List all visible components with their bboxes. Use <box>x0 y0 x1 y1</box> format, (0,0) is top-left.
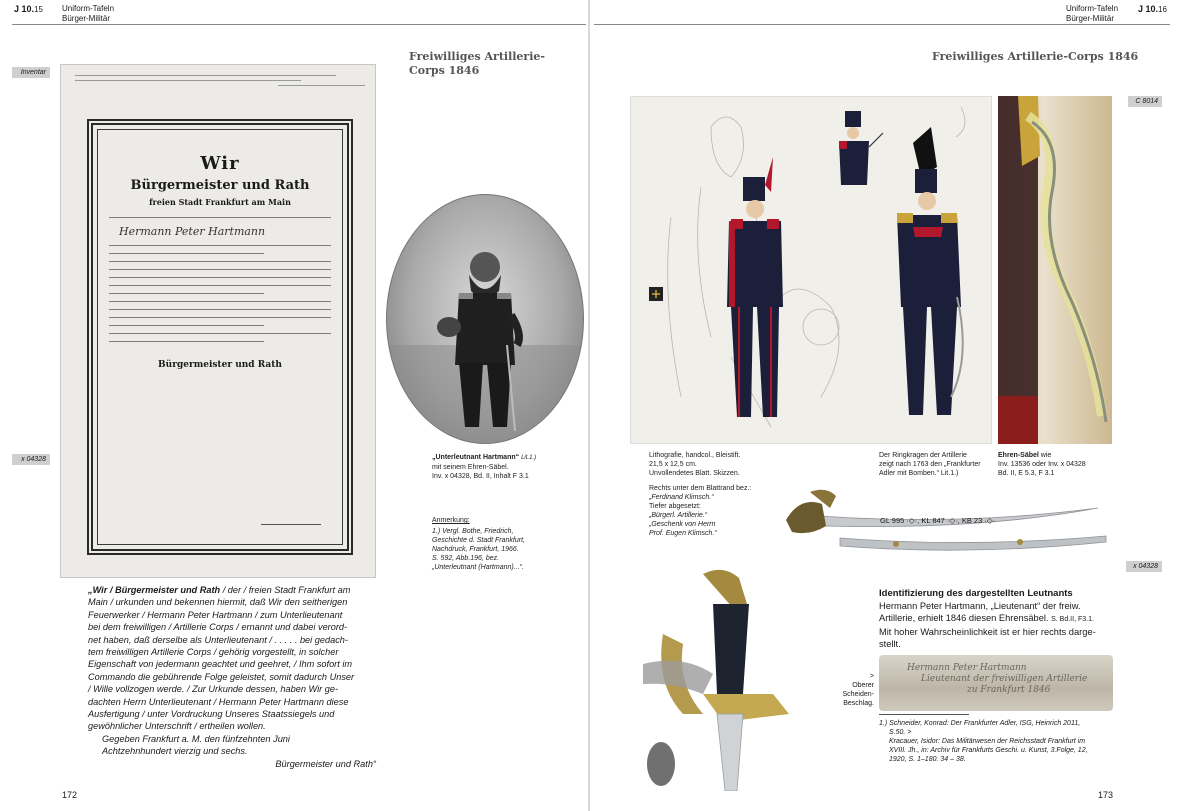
transcript-line: tem freiwilligen Artillerie Corps / gehörig vorgestellt, in solcher <box>88 647 339 658</box>
page-number-right: 173 <box>1098 790 1114 800</box>
caption-line: „Geschenk von Herrn <box>649 521 716 528</box>
identification-text <box>879 600 1141 650</box>
running-header-left <box>62 4 114 24</box>
transcript-line: Commando die gebührende Folge geleistet, somit dadurch Unser <box>88 671 355 682</box>
transcript-line: Gegeben Frankfurt a. M. den fünfzehnten Juni <box>102 733 290 744</box>
sabre-hilt-icon <box>643 564 793 791</box>
engraving-line: Lieutenant der freiwilligen Artillerie <box>921 674 1088 684</box>
certificate-transcript <box>88 584 384 770</box>
caption-line: mit seinem Ehren-Säbel. <box>432 464 509 471</box>
note-line: S. 592, Abb.196, bez. <box>432 555 500 562</box>
caption-line: Rechts unter dem Blattrand bez.: <box>649 485 752 492</box>
label-line: Beschlag. <box>843 700 874 707</box>
ident-line: Artillerie, erhielt 1846 diesen Ehrensäbel. <box>879 613 1049 623</box>
transcript-line: Main / urkunden und bekennen hiermit, daß Wir den seitherigen <box>88 597 348 608</box>
gl-kl-kb-label: GL 995 ·◇·, KL 847 ·◇·, KB 23 ·◇· <box>880 516 996 525</box>
sabel-caption <box>998 451 1118 478</box>
label-line: Oberer <box>852 682 874 689</box>
footnote-line: Kracauer, Isidor: Das Militärwesen der Reichsstadt Frankfurt im <box>889 738 1086 745</box>
certificate-signature: Bürgermeister und Rath <box>158 360 282 370</box>
caption-line: Lithografie, handcol., Bleistift. <box>649 452 741 459</box>
caption-line: Der Ringkragen der Artillerie <box>879 452 967 459</box>
transcript-line: / Wille vollzogen werde. / Zur Urkunde dessen, haben Wir ge- <box>88 684 339 695</box>
caption-line: zeigt nach 1763 den „Frankfurter <box>879 461 981 468</box>
note-line: „Unterleutnant (Hartmann)...“. <box>432 564 524 571</box>
footnote-line: 1920, S. 1–180. 34 – 38. <box>889 756 966 763</box>
portrait-caption <box>432 453 582 481</box>
running-header-right <box>1066 4 1118 24</box>
transcript-line: / der / freien Stadt Frankfurt am <box>220 585 351 595</box>
section-code-left: J 10.15 <box>14 4 43 14</box>
caption-line: Inv. 13536 oder Inv. x 04328 <box>998 461 1086 468</box>
caption-ref: Lit.1.) <box>521 455 537 461</box>
ident-ref: S. Bd.II, F3.1. <box>1051 616 1094 623</box>
inventory-tag: C 8014 <box>1128 96 1162 107</box>
inventory-tag: x 04328 <box>12 454 50 465</box>
lithograph-caption <box>649 451 809 478</box>
caption-line: Prof. Eugen Klimsch.“ <box>649 530 717 537</box>
transcript-line: bei dem freiwilligen / Artillerie Corps / ernannt und dabei verord- <box>88 622 348 633</box>
transcript-line: Achtzehnhundert vierzig und sechs. <box>102 746 248 757</box>
transcript-line: Feuerwerker / Hermann Peter Hartmann / zum Unterlieutenant <box>88 609 343 620</box>
page-number-left: 172 <box>62 790 78 800</box>
footnote-line: S.50. > <box>889 729 912 736</box>
note-line: Geschichte d. Stadt Frankfurt, <box>432 537 525 544</box>
transcript-signature: Bürgermeister und Rath“ <box>275 758 376 769</box>
caption-line: Bd. II, E 5.3, F 3.1 <box>998 470 1055 477</box>
transcript-line: dachten Herrn Unterlieutenant / Hermann Peter Hartmann diese <box>88 696 349 707</box>
uniform-figures-icon <box>631 97 992 444</box>
section-title-left <box>409 50 545 78</box>
caption-name: „Unterleutnant Hartmann“ <box>432 454 520 461</box>
anmerkung-label: Anmerkung: <box>432 517 470 524</box>
anmerkung-note <box>432 516 582 572</box>
certificate-image <box>60 64 376 578</box>
sabre-detail-icon <box>998 96 1112 444</box>
caption-bold: Ehren-Säbel <box>998 452 1039 459</box>
sabre-hilt-photo <box>643 564 793 791</box>
ident-line: Hermann Peter Hartmann, „Lieutenant“ der freiw. <box>879 601 1081 611</box>
transcript-line: Eigenschaft von jedermann geachtet und geehret, / Ihm sofort im <box>88 659 353 670</box>
certificate-subheading: freien Stadt Frankfurt am Main <box>149 197 291 207</box>
header-line: Uniform-Tafeln <box>62 4 115 13</box>
caption-line: Adler mit Bomben.“ Lit.1.) <box>879 470 959 477</box>
title-line: Freiwilliges Artillerie- <box>409 50 545 63</box>
gorget-image <box>998 96 1112 444</box>
engraving-text <box>907 663 1087 696</box>
footnote-rule <box>879 714 969 715</box>
gorget-caption <box>879 451 997 478</box>
caption-line: „Bürgerl. Artillerie.“ <box>649 512 708 519</box>
certificate-heading: Bürgermeister und Rath <box>130 178 310 193</box>
note-line: Nachdruck, Frankfurt, 1966. <box>432 546 519 553</box>
caption-line: Inv. x 04328, Bd. II, Inhalt F 3.1 <box>432 473 529 480</box>
caption-line: 21,5 x 12,5 cm. <box>649 461 697 468</box>
footnote-line: 1.) Schneider, Konrad: Der Frankfurter Adler, ISG, Heinrich 2011, <box>879 720 1081 727</box>
footnote <box>879 719 1141 764</box>
certificate-frame <box>87 119 353 555</box>
left-page <box>0 0 589 811</box>
header-line: Bürger-Militär <box>62 14 111 23</box>
header-rule <box>12 24 586 25</box>
transcript-line: Ausfertigung / unter Vordruckung Unseres Staatssiegels und <box>88 709 335 720</box>
transcript-line: gewöhnlicher Unterschrift / ertheilen wollen. <box>88 721 266 732</box>
transcript-line: net haben, daß derselbe als Unterlieutenant / . . . . . bei gedach- <box>88 634 348 645</box>
officer-figure-icon <box>387 195 584 444</box>
handwriting-top <box>75 71 365 86</box>
ident-line: stellt. <box>879 639 901 649</box>
portrait-image <box>386 194 584 444</box>
caption-line: Unvollendetes Blatt. Skizzen. <box>649 470 740 477</box>
identification-heading: Identifizierung des dargestellten Leutnants <box>879 588 1073 599</box>
transcript-opening: „Wir / Bürgermeister und Rath <box>88 585 221 595</box>
header-line: Uniform-Tafeln <box>1066 4 1119 13</box>
header-line: Bürger-Militär <box>1066 14 1115 23</box>
certificate-name: Hermann Peter Hartmann <box>119 225 266 238</box>
note-line: 1.) Vergl. Bothe, Friedrich, <box>432 528 514 535</box>
header-rule <box>594 24 1170 25</box>
label-line: > <box>869 673 874 680</box>
caption-line: Tiefer abgesetzt: <box>649 503 701 510</box>
scabbard-engraving-image <box>879 655 1113 711</box>
title-line: Corps 1846 <box>409 64 480 77</box>
section-title-right: Freiwilliges Artillerie-Corps 1846 <box>932 50 1139 63</box>
footnote-line: XVIII. Jh., in: Archiv für Frankfurts Geschi. u. Kunst, 3.Folge, 12, <box>889 747 1088 754</box>
scheiden-beschlag-label <box>816 672 874 708</box>
lithograph-image <box>630 96 992 444</box>
caption-text: wie <box>1038 452 1052 459</box>
label-line: Scheiden- <box>842 691 874 698</box>
engraving-line: Hermann Peter Hartmann <box>907 663 1027 673</box>
section-code-right: J 10.16 <box>1138 4 1167 14</box>
inventory-tag: x 04328 <box>1126 561 1162 572</box>
ident-line: Mit hoher Wahrscheinlichkeit ist er hier rechts darge- <box>879 627 1096 637</box>
caption-line: „Ferdinand Klimsch.“ <box>649 494 714 501</box>
inventar-tag: Inventar <box>12 67 50 78</box>
certificate-text-lines <box>109 217 331 342</box>
engraving-line: zu Frankfurt 1846 <box>967 685 1051 695</box>
certificate-wir: Wir <box>200 153 240 174</box>
